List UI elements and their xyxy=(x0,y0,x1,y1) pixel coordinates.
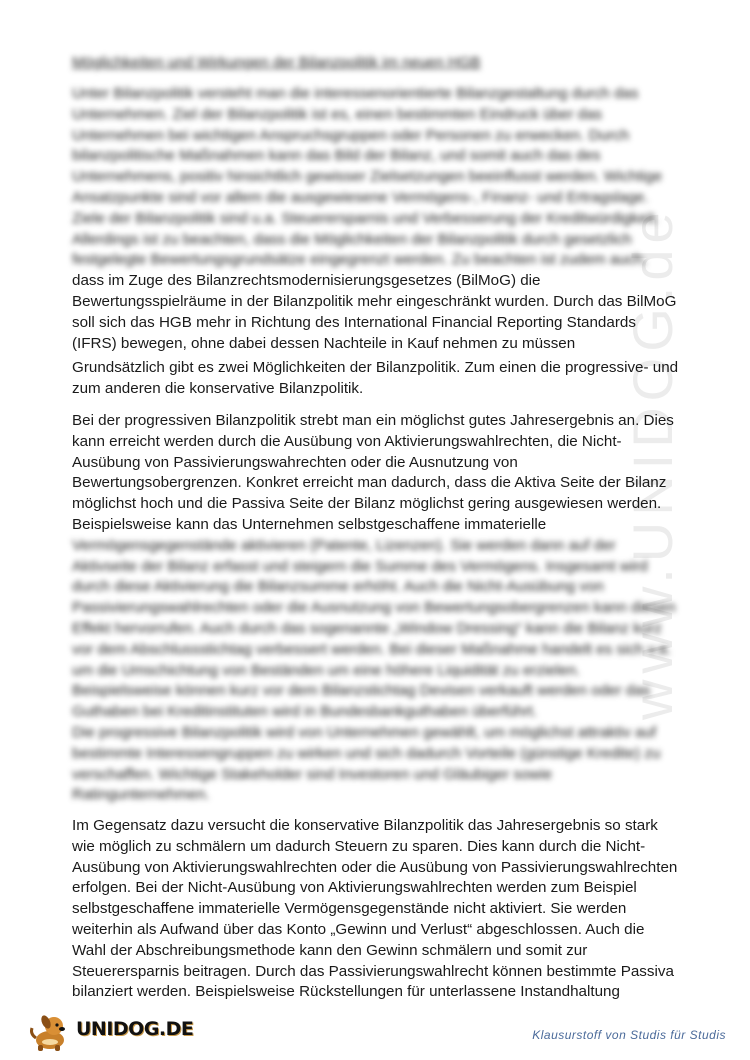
text-line: Ansatzpunkte sind vor allem die ausgewiesene Vermögens-, Finanz- und Ertragslage. xyxy=(72,188,649,206)
watermark: www.UNIDOG.de xyxy=(621,206,684,720)
text-line: zum anderen die konservative Bilanzpolitik. xyxy=(72,379,364,397)
text-line: Ausübung von Passivierungswahrechten oder die Ausnutzung von xyxy=(72,453,518,471)
paragraph-3 xyxy=(72,411,677,723)
text-line: Im Gegensatz dazu versucht die konservative Bilanzpolitik das Jahresergebnis so stark xyxy=(72,817,658,834)
text-line: Bewertungsspielräume in der Bilanzpolitik mehr eingeschränkt wurden. Durch das BilMoG xyxy=(72,292,677,310)
page-title: Möglichkeiten und Wirkungen der Bilanzpolitik im neuen HGB xyxy=(72,54,481,71)
paragraph-4 xyxy=(72,723,677,806)
text-line: erfolgen. Bei der Nicht-Ausübung von Aktivierungswahlrechten werden zum Beispiel xyxy=(72,879,637,897)
logo-text: UNIDOG.DE xyxy=(76,1018,194,1040)
text-line: bilanzpolitische Maßnahmen kann das Bild der Bilanz, und somit auch das des xyxy=(72,147,601,165)
text-line: verschaffen. Wichtige Stakeholder sind Investoren und Gläubiger sowie xyxy=(72,765,553,783)
text-line: weiterhin als Aufwand über das Konto „Gewinn und Verlust“ abgeschlossen. Auch die xyxy=(72,920,645,938)
text-line: Unternehmen bei wichtigen Anspruchsgruppen oder Personen zu erwecken. Durch xyxy=(72,126,630,144)
text-line: Passivierungswahlrechten oder die Ausnutzung von Bewertungsobergrenzen kann diesen xyxy=(72,599,676,617)
text-line: Unter Bilanzpolitik versteht man die interessenorientierte Bilanzgestaltung durch das xyxy=(72,85,639,102)
text-line: Vermögensgegenstände aktivieren (Patente, Lizenzen). Sie werden dann auf der xyxy=(72,536,616,554)
text-line: (IFRS) bewegen, ohne dabei dessen Nachteile in Kauf nehmen zu müssen xyxy=(72,334,576,352)
paragraph-1 xyxy=(72,84,677,354)
text-line: festgelegte Bewertungsgrundsätze eingegrenzt werden. Zu beachten ist zudem auch, xyxy=(72,251,647,269)
text-line: Unternehmens, positiv hinsichtlich gewisser Zielsetzungen beeinflusst werden. Wichtige xyxy=(72,168,663,186)
text-line: vor dem Abschlussstichtag verbessert werden. Bei dieser Maßnahme handelt es sich v.a. xyxy=(72,640,672,658)
text-line: Ziele der Bilanzpolitik sind u.a. Steuerersparnis und Verbesserung der Kreditwürdigkeit. xyxy=(72,209,659,227)
text-line: Effekt hervorrufen. Auch durch das sogenannte „Window Dressing“ kann die Bilanz kurz xyxy=(72,619,662,637)
text-line: um die Umschichtung von Beständen um eine höhere Liquidität zu erzielen. xyxy=(72,661,581,679)
text-line: möglichst hoch und die Passiva Seite der Bilanz möglichst gering ausgewiesen werden. xyxy=(72,495,662,513)
text-line: soll sich das HGB mehr in Richtung des International Financial Reporting Standards xyxy=(72,313,636,331)
text-line: Die progressive Bilanzpolitik wird von Unternehmen gewählt, um möglichst attraktiv auf xyxy=(72,724,657,741)
text-line: Wahl der Abschreibungsmethode kann den Gewinn schmälern und somit zur xyxy=(72,941,588,959)
text-line: Ausübung von Aktivierungswahlrechten oder die Ausübung von Passivierungswahlrechten xyxy=(72,858,678,876)
text-line: Grundsätzlich gibt es zwei Möglichkeiten der Bilanzpolitik. Zum einen die progressive- und xyxy=(72,359,679,376)
footer-tagline: Klausurstoff von Studis für Studis xyxy=(532,1028,726,1042)
text-line: Unternehmen. Ziel der Bilanzpolitik ist es, einen bestimmten Eindruck über das xyxy=(72,105,603,123)
text-line: Bei der progressiven Bilanzpolitik strebt man ein möglichst gutes Jahresergebnis an. Dies xyxy=(72,412,674,429)
unidog-logo xyxy=(28,1012,194,1052)
dog-icon xyxy=(28,1012,72,1052)
text-line: selbstgeschaffene immaterielle Vermögensgegenstände nicht aktiviert. Sie werden xyxy=(72,900,627,918)
text-line: dass im Zuge des Bilanzrechtsmodernisierungsgesetzes (BilMoG) die xyxy=(72,272,541,290)
text-line: Aktivseite der Bilanz erfasst und steigern die Summe des Vermögens. Insgesamt wird xyxy=(72,557,648,575)
text-line: bilanziert werden. Beispielsweise Rückstellungen für unterlassene Instandhaltung xyxy=(72,983,620,1001)
paragraph-2 xyxy=(72,358,677,400)
text-line: Ratingunternehmen. xyxy=(72,786,210,804)
paragraph-3-blurred xyxy=(72,536,677,723)
text-line: Bewertungsobergrenzen. Konkret erreicht man dadurch, dass die Aktiva Seite der Bilanz xyxy=(72,474,667,492)
text-line: Guthaben bei Kreditinstituten wird in Bundesbankguthaben überführt. xyxy=(72,703,538,721)
paragraph-1-blurred xyxy=(72,84,677,271)
text-line: durch diese Aktivierung die Bilanzsumme erhöht. Auch die Nicht-Ausübung von xyxy=(72,578,604,596)
text-line: Beispielsweise kann das Unternehmen selbstgeschaffene immaterielle xyxy=(72,515,547,533)
text-line: Steuerersparnis beitragen. Durch das Passivierungswahlrecht können bestimmte Passiva xyxy=(72,962,674,980)
text-line: bestimmte Interessengruppen zu wirken und sich dadurch Vorteile (günstige Kredite) zu xyxy=(72,744,661,762)
text-line: wie möglich zu schmälern um dadurch Steuern zu sparen. Dies kann durch die Nicht- xyxy=(72,837,646,855)
text-line: kann erreicht werden durch die Ausübung von Aktivierungswahlrechten, die Nicht- xyxy=(72,432,622,450)
text-line: Allerdings ist zu beachten, dass die Möglichkeiten der Bilanzpolitik durch gesetzlich xyxy=(72,230,632,248)
paragraph-5 xyxy=(72,816,677,1003)
text-line: Beispielsweise können kurz vor dem Bilanzstichtag Devisen verkauft werden oder das xyxy=(72,682,651,700)
